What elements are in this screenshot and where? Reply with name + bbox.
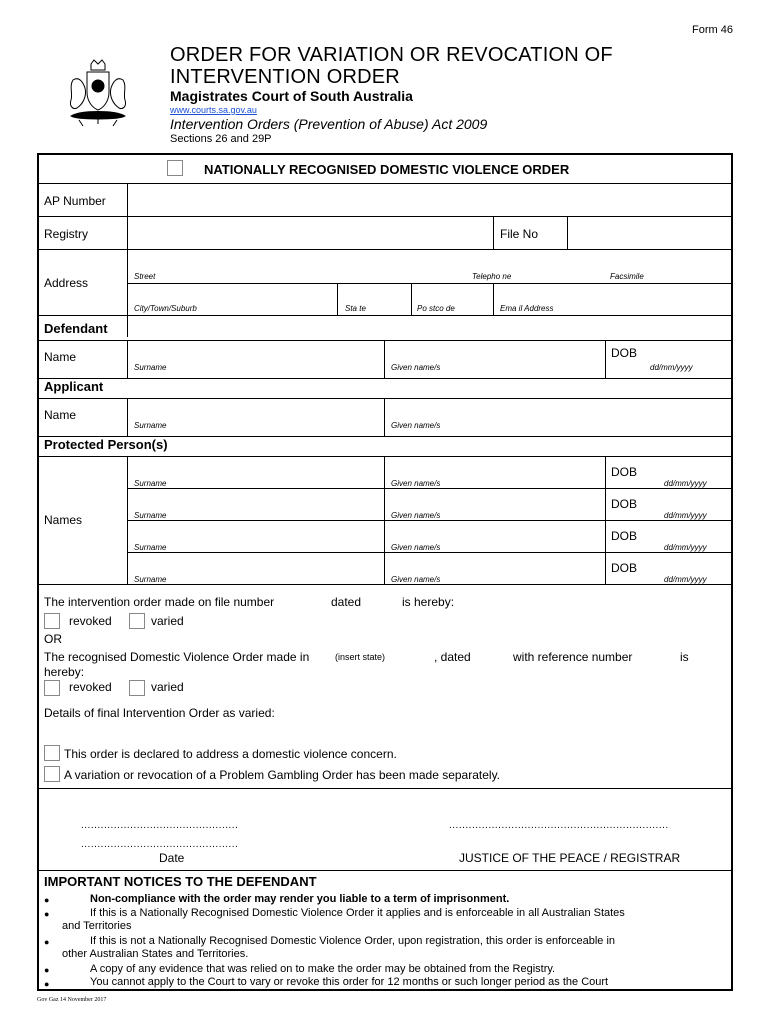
- order-line2-hereby: hereby:: [44, 665, 85, 679]
- protected-dob-1: DOB: [611, 465, 638, 479]
- signature-dots-right: ...................................................................: [449, 820, 669, 831]
- street-label: Street: [134, 272, 156, 281]
- bullet-icon: ●: [44, 895, 50, 905]
- protected-surname-1: Surname: [134, 479, 167, 488]
- city-label: City/Town/Suburb: [134, 304, 197, 313]
- protected-dob-3: DOB: [611, 529, 638, 543]
- revoked-checkbox-1[interactable]: [44, 613, 60, 629]
- notice-item-1: Non-compliance with the order may render you liable to a term of imprisonment.: [90, 893, 510, 905]
- registry-field[interactable]: [128, 217, 492, 248]
- revoked-label-2: revoked: [69, 680, 112, 694]
- protected-surname-2: Surname: [134, 511, 167, 520]
- protected-surname-3: Surname: [134, 543, 167, 552]
- protected-given-1: Given name/s: [391, 479, 441, 488]
- applicant-given-label: Given name/s: [391, 421, 441, 430]
- postcode-label: Po stco de: [417, 304, 455, 313]
- notices-heading: IMPORTANT NOTICES TO THE DEFENDANT: [44, 874, 317, 889]
- act-title: Intervention Orders (Prevention of Abuse) Act 2009: [170, 116, 488, 132]
- gambling-label: A variation or revocation of a Problem Gambling Order has been made separately.: [64, 768, 501, 782]
- notice-item-5: You cannot apply to the Court to vary or revoke this order for 12 months or such longer period as the Court: [90, 976, 609, 988]
- varied-checkbox-2[interactable]: [129, 680, 145, 696]
- nrdvo-label: NATIONALLY RECOGNISED DOMESTIC VIOLENCE ORDER: [204, 162, 570, 177]
- protected-heading: Protected Person(s): [44, 437, 168, 452]
- jp-registrar-label: JUSTICE OF THE PEACE / REGISTRAR: [459, 851, 681, 865]
- bullet-icon: ●: [44, 909, 50, 919]
- revoked-label-1: revoked: [69, 614, 112, 628]
- notice-item-2: If this is a Nationally Recognised Domestic Violence Order it applies and is enforceable in all Australian States: [90, 907, 625, 919]
- details-field[interactable]: [44, 721, 728, 743]
- defendant-dob-label: DOB: [611, 346, 638, 360]
- bullet-icon: ●: [44, 979, 50, 989]
- order-line1-hereby: is hereby:: [402, 595, 455, 609]
- form-frame: [37, 153, 733, 991]
- defendant-name-label: Name: [44, 350, 77, 364]
- order-line2-is: is: [680, 650, 689, 664]
- applicant-name-label: Name: [44, 408, 77, 422]
- varied-checkbox-1[interactable]: [129, 613, 145, 629]
- order-line1-dated: dated: [331, 595, 362, 609]
- email-label: Ema il Address: [500, 304, 554, 313]
- order-line2-dated: , dated: [434, 650, 471, 664]
- applicant-surname-label: Surname: [134, 421, 167, 430]
- protected-names-label: Names: [44, 513, 83, 527]
- nrdvo-checkbox[interactable]: [167, 160, 183, 176]
- varied-label-1: varied: [151, 614, 184, 628]
- notice-item-4: A copy of any evidence that was relied on to make the order may be obtained from the Registry.: [90, 963, 556, 975]
- bullet-icon: ●: [44, 937, 50, 947]
- dv-concern-label: This order is declared to address a domestic violence concern.: [64, 747, 397, 761]
- order-line2-insert-state: (insert state): [335, 652, 386, 662]
- protected-given-4: Given name/s: [391, 575, 441, 584]
- form-number: Form 46: [692, 24, 733, 36]
- dv-concern-checkbox[interactable]: [44, 745, 60, 761]
- gambling-checkbox[interactable]: [44, 766, 60, 782]
- protected-dob-format-1: dd/mm/yyyy: [664, 479, 707, 488]
- protected-surname-4: Surname: [134, 575, 167, 584]
- order-line1-text: The intervention order made on file number: [44, 595, 275, 609]
- address-label: Address: [44, 276, 89, 290]
- protected-dob-format-4: dd/mm/yyyy: [664, 575, 707, 584]
- facsimile-label: Facsimile: [610, 272, 644, 281]
- notice-item-3-cont: other Australian States and Territories.: [62, 948, 249, 960]
- defendant-surname-label: Surname: [134, 363, 167, 372]
- order-line2-text: The recognised Domestic Violence Order made in: [44, 650, 310, 664]
- varied-label-2: varied: [151, 680, 184, 694]
- bullet-icon: ●: [44, 965, 50, 975]
- defendant-given-label: Given name/s: [391, 363, 441, 372]
- court-website-link[interactable]: www.courts.sa.gov.au: [170, 105, 257, 115]
- defendant-dob-format: dd/mm/yyyy: [650, 363, 693, 372]
- order-line2-reference: with reference number: [513, 650, 633, 664]
- telephone-label: Telepho ne: [472, 272, 512, 281]
- protected-dob-format-3: dd/mm/yyyy: [664, 543, 707, 552]
- details-label: Details of final Intervention Order as varied:: [44, 706, 275, 720]
- or-label: OR: [44, 632, 62, 646]
- signature-dots-left-1: ................................................: [81, 820, 239, 831]
- defendant-heading: Defendant: [44, 321, 108, 336]
- notice-item-2-cont: and Territories: [62, 920, 132, 932]
- court-name: Magistrates Court of South Australia: [170, 88, 413, 104]
- footer-text: Gov Gaz 14 November 2017: [37, 997, 107, 1003]
- date-label: Date: [159, 851, 185, 865]
- protected-dob-4: DOB: [611, 561, 638, 575]
- signature-dots-left-2: ................................................: [81, 839, 239, 850]
- page-title: ORDER FOR VARIATION OR REVOCATION OF INTERVENTION ORDER: [170, 44, 613, 88]
- revoked-checkbox-2[interactable]: [44, 680, 60, 696]
- protected-given-2: Given name/s: [391, 511, 441, 520]
- protected-dob-format-2: dd/mm/yyyy: [664, 511, 707, 520]
- file-no-label: File No: [500, 227, 539, 241]
- file-no-field[interactable]: [568, 217, 732, 248]
- protected-dob-2: DOB: [611, 497, 638, 511]
- ap-number-field[interactable]: [128, 184, 732, 215]
- sections-text: Sections 26 and 29P: [170, 133, 272, 145]
- coat-of-arms-logo: [63, 58, 133, 128]
- applicant-heading: Applicant: [44, 379, 104, 394]
- protected-given-3: Given name/s: [391, 543, 441, 552]
- state-label: Sta te: [345, 304, 366, 313]
- registry-label: Registry: [44, 227, 89, 241]
- notice-item-3: If this is not a Nationally Recognised Domestic Violence Order, upon registration, this order is enforceable in: [90, 935, 616, 947]
- ap-number-label: AP Number: [44, 194, 106, 208]
